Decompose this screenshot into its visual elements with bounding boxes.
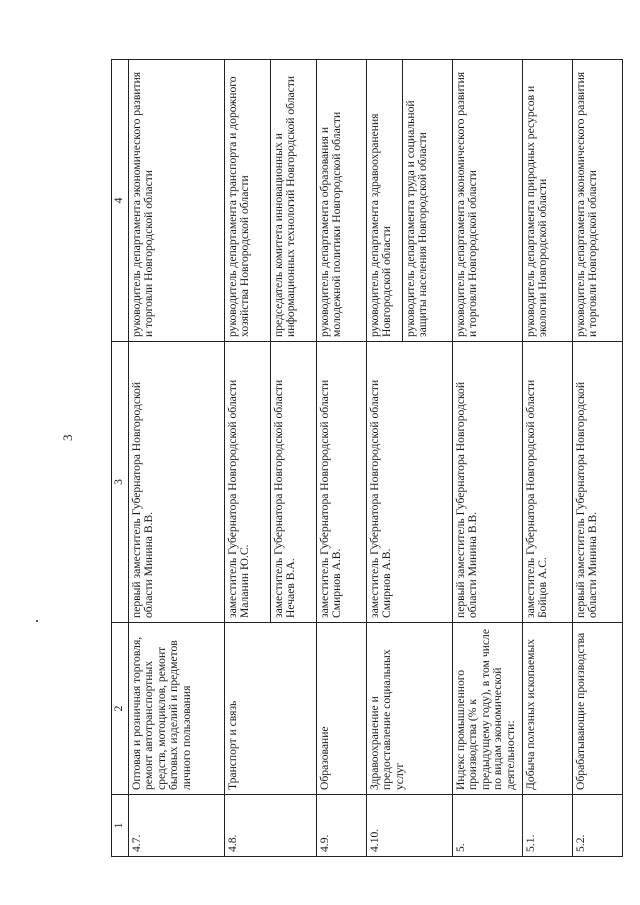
- responsible-cell: руководитель департамента экономического развития и торговли Новгородской области: [453, 60, 523, 342]
- table-row: [523, 60, 573, 857]
- responsible-cell: руководитель департамента труда и социальной защиты населения Новгородской области: [403, 60, 453, 342]
- responsible-cell: руководитель департамента образования и молодежной политики Новгородской области: [317, 60, 367, 342]
- indicator-cell: Добыча полезных ископаемых: [523, 623, 573, 795]
- indicator-cell: Транспорт и связь: [225, 623, 317, 795]
- curator-cell: первый заместитель Губернатора Новгородской области Минина В.В.: [573, 342, 623, 623]
- row-number: 4.8.: [225, 795, 317, 857]
- table-row: [573, 60, 623, 857]
- responsible-cell: председатель комитета инновационных и информационных технологий Новгородской области: [271, 60, 317, 342]
- table-row: [367, 60, 403, 857]
- responsible-cell: руководитель департамента экономического развития и торговли Новгородской области: [573, 60, 623, 342]
- indicator-cell: Индекс промышленного производства (% к предыдущему году), в том числе по видам экономической деятельности:: [453, 623, 523, 795]
- page-number: 3: [60, 434, 75, 441]
- curator-cell: первый заместитель Губернатора Новгородской области Минина В.В.: [453, 342, 523, 623]
- indicator-cell: Здравоохранение и предоставление социальных услуг: [367, 623, 453, 795]
- header-cell: 1: [112, 795, 129, 857]
- indicator-cell: Оптовая и розничная торговля, ремонт автотранспортных средств, мотоциклов, ремонт бытовых изделий и предметов личного пользования: [129, 623, 225, 795]
- responsibility-table: [111, 59, 623, 857]
- header-cell: 2: [112, 623, 129, 795]
- curator-cell: заместитель Губернатора Новгородской области Смирнов А.В.: [367, 342, 453, 623]
- indicator-cell: Образование: [317, 623, 367, 795]
- header-row: [112, 60, 129, 857]
- row-number: 5.1.: [523, 795, 573, 857]
- header-cell: 4: [112, 60, 129, 342]
- table-row: [225, 60, 271, 857]
- curator-cell: заместитель Губернатора Новгородской области Маланин Ю.С.: [225, 342, 271, 623]
- rotated-table-container: [111, 60, 619, 857]
- row-number: 4.9.: [317, 795, 367, 857]
- row-number: 4.10.: [367, 795, 453, 857]
- curator-cell: первый заместитель Губернатора Новгородской области Минина В.В.: [129, 342, 225, 623]
- header-cell: 3: [112, 342, 129, 623]
- indicator-cell: Обрабатывающие производства: [573, 623, 623, 795]
- responsible-cell: руководитель департамента природных ресурсов и экологии Новгородской области: [523, 60, 573, 342]
- row-number: 5.: [453, 795, 523, 857]
- row-number: 5.2.: [573, 795, 623, 857]
- table-row: [129, 60, 225, 857]
- row-number: 4.7.: [129, 795, 225, 857]
- curator-cell: заместитель Губернатора Новгородской области Смирнов А.В.: [317, 342, 367, 623]
- curator-cell: заместитель Губернатора Новгородской области Бойцов А.С.: [523, 342, 573, 623]
- responsible-cell: руководитель департамента здравоохранения Новгородской области: [367, 60, 403, 342]
- curator-cell: заместитель Губернатора Новгородской области Нечаев В.А.: [271, 342, 317, 623]
- scan-speck: [36, 620, 38, 622]
- table-row: [453, 60, 523, 857]
- responsible-cell: руководитель департамента транспорта и дорожного хозяйства Новгородской области: [225, 60, 271, 342]
- responsible-cell: руководитель департамента экономического развития и торговли Новгородской области: [129, 60, 225, 342]
- table-row: [317, 60, 367, 857]
